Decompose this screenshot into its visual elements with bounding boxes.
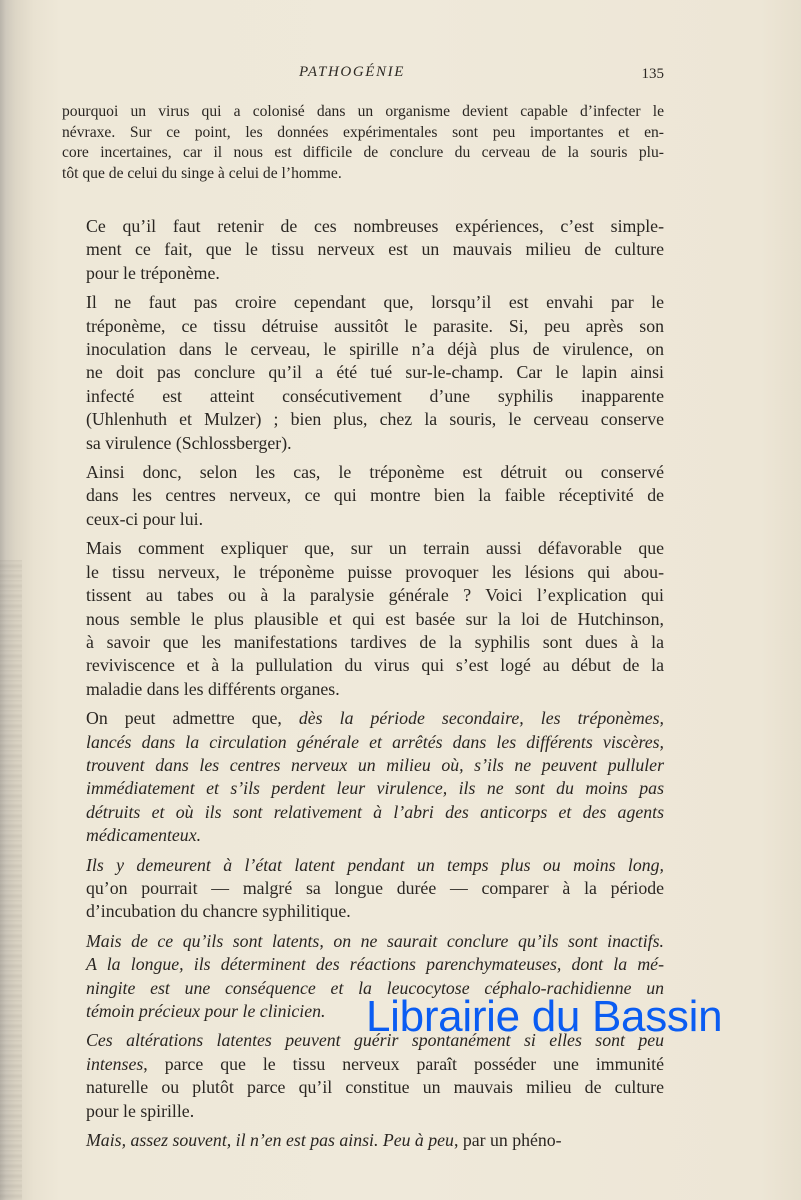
text-line: Ainsi donc, selon les cas, le tréponème est détruit ou conservé [86, 462, 664, 483]
text-line: nous semble le plus plausible et qui est basée sur la loi de Hutchinson, [86, 608, 664, 629]
text-line: Ces altérations latentes peuvent guérir spontanément si elles sont peu [86, 1030, 664, 1051]
italic-text: intenses [86, 1053, 144, 1074]
text-line: ne doit pas conclure qu’il a été tué sur-le-champ. Car le lapin ainsi [86, 362, 664, 383]
text-line: ningite est une conséquence et la leucocytose céphalo-rachidienne un [86, 977, 664, 998]
text-line: sa virulence (Schlossberger). [86, 432, 292, 453]
text-line: tissent au tabes ou à la paralysie générale ? Voici l’explication qui [86, 585, 664, 606]
roman-text: On peut admettre que, [86, 708, 299, 729]
text-line: maladie dans les différents organes. [86, 678, 340, 699]
text-line: ment ce fait, que le tissu nerveux est un mauvais milieu de culture [86, 239, 664, 260]
text-line: à savoir que les manifestations tardives de la syphilis sont dues à la [86, 631, 664, 652]
text-line: le tissu nerveux, le tréponème puisse provoquer les lésions qui abou- [86, 561, 664, 582]
paragraph [62, 707, 664, 847]
text-line: témoin précieux pour le clinicien. [86, 1001, 326, 1021]
text-line: dans les centres nerveux, ce qui montre bien la faible réceptivité de [86, 485, 664, 506]
intro-paragraph [62, 102, 664, 184]
text-line: qu’on pourrait — malgré sa longue durée — comparer à la période [86, 877, 664, 898]
text-line: (Uhlenhuth et Mulzer) ; bien plus, chez la souris, le cerveau conserve [86, 409, 664, 430]
page-gutter-edge [0, 560, 22, 1200]
text-line: tôt que de celui du singe à celui de l’homme. [62, 164, 342, 182]
text-line: infecté est atteint consécutivement d’une syphilis inapparente [86, 385, 664, 406]
text-line [62, 1053, 664, 1076]
paragraph [62, 461, 664, 531]
text-line: core incertaines, car il nous est difficile de conclure du cerveau de la souris plu- [62, 144, 664, 161]
intro-paragraph-block [62, 102, 664, 190]
text-line: immédiatement et s’ils perdent leur virulence, ils ne sont du moins pas [86, 778, 664, 799]
roman-text: , par un phéno- [453, 1130, 562, 1151]
text-line: A la longue, ils déterminent des réactions parenchymateuses, dont la mé- [86, 954, 664, 975]
roman-text: , parce que le tissu nerveux paraît posséder une immunité [143, 1053, 664, 1074]
text-line: ceux-ci pour lui. [86, 508, 204, 529]
text-line: médicamenteux. [86, 825, 202, 846]
text-line: Mais de ce qu’ils sont latents, on ne saurait conclure qu’ils sont inactifs. [86, 930, 664, 951]
text-line [62, 707, 664, 730]
text-line: pourquoi un virus qui a colonisé dans un organisme devient capable d’infecter le [62, 103, 664, 120]
text-line [62, 1129, 664, 1152]
text-line: tréponème, ce tissu détruise aussitôt le parasite. Si, peu après son [86, 315, 664, 336]
text-line: Il ne faut pas croire cependant que, lorsqu’il est envahi par le [86, 292, 664, 313]
text-line: reviviscence et à la pullulation du virus qui s’est logé au début de la [86, 655, 664, 676]
text-line: pour le spirille. [86, 1100, 195, 1121]
running-head [62, 64, 664, 86]
paragraph [62, 1129, 664, 1152]
watermark-logo: Librairie du Bassin [366, 992, 723, 1041]
paragraph [62, 291, 664, 455]
text-line: Ce qu’il faut retenir de ces nombreuses expériences, c’est simple- [86, 216, 664, 236]
paragraph [62, 215, 664, 285]
running-title: PATHOGÉNIE [299, 64, 405, 80]
text-line: d’incubation du chancre syphilitique. [86, 901, 351, 922]
text-line: inoculation dans le cerveau, le spirille n’a déjà plus de virulence, on [86, 339, 664, 360]
paragraph [62, 537, 664, 701]
text-line: Ils y demeurent à l’état latent pendant un temps plus ou moins long, [86, 854, 664, 875]
text-line: lancés dans la circulation générale et arrêtés dans les différents viscères, [86, 731, 664, 752]
text-line: trouvent dans les centres nerveux un milieu où, s’ils ne peuvent pulluler [86, 754, 664, 775]
text-line: naturelle ou plutôt parce qu’il constitue un mauvais milieu de culture [86, 1077, 664, 1098]
text-line: Mais comment expliquer que, sur un terrain aussi défavorable que [86, 538, 664, 559]
paragraph [62, 1029, 664, 1123]
italic-text: dès la période secondaire, les tréponèmes, [298, 708, 664, 729]
text-line: névraxe. Sur ce point, les données expérimentales sont peu importantes et en- [62, 123, 664, 141]
text-line: détruits et où ils sont relativement à l’abri des anticorps et des agents [86, 801, 664, 822]
paragraph [62, 854, 664, 924]
page-number: 135 [641, 66, 664, 82]
italic-text: Mais, assez souvent, il n’en est pas ainsi. Peu à peu [86, 1130, 454, 1151]
text-line: pour le tréponème. [86, 262, 220, 283]
